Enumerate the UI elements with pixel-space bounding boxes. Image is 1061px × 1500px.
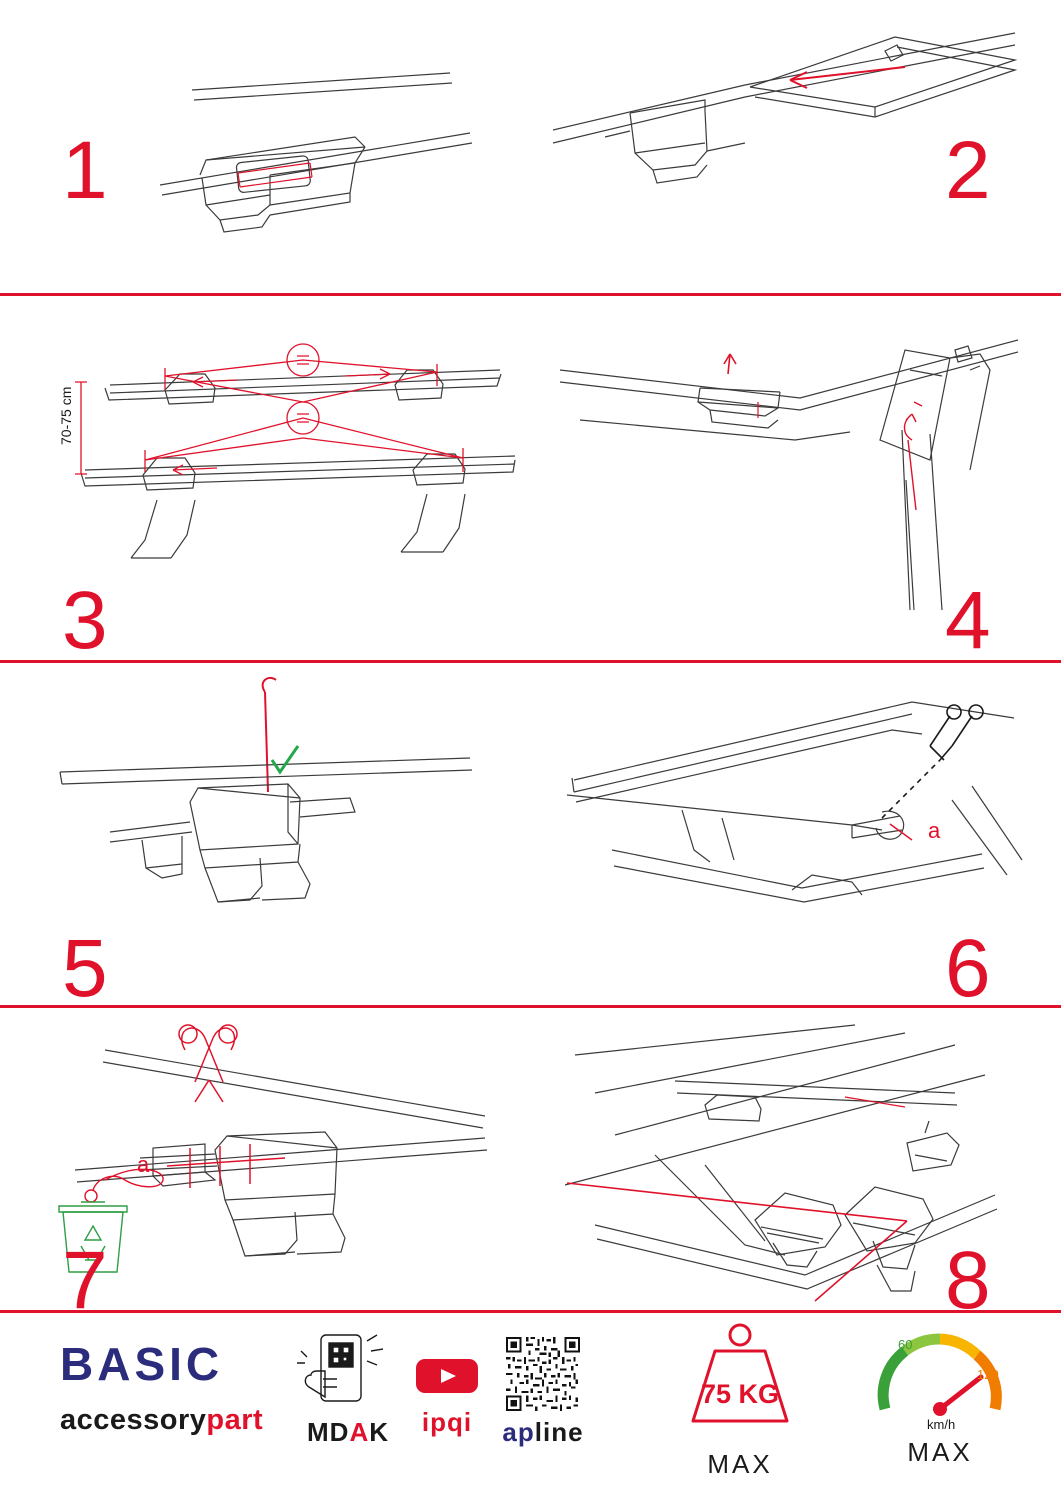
svg-text:60: 60	[898, 1337, 913, 1352]
logo-apline	[478, 1337, 608, 1448]
step-5-number: 5	[62, 923, 108, 1014]
brand-subtitle-dark: accessory	[60, 1404, 207, 1436]
divider-row-1	[0, 293, 1061, 296]
step-5-illustration	[50, 672, 480, 932]
step-7-part-label: a	[137, 1152, 150, 1177]
brand-subtitle	[60, 1404, 263, 1436]
step-8-number: 8	[945, 1235, 991, 1326]
logo-mdak-label: MDAK	[307, 1417, 389, 1447]
step-7-illustration	[45, 1020, 495, 1300]
max-speed-label: MAX	[907, 1437, 973, 1467]
step-3-number: 3	[62, 575, 108, 666]
brand-block	[60, 1340, 263, 1436]
brand-subtitle-red: part	[206, 1404, 264, 1436]
step-4-number: 4	[945, 575, 991, 666]
weight-icon	[675, 1321, 805, 1431]
step-6-part-label: a	[928, 818, 941, 843]
max-speed-block	[860, 1321, 1020, 1468]
step-2-number: 2	[945, 125, 991, 216]
logo-mdak	[288, 1331, 408, 1448]
step-3-dimension-label: 70-75 cm	[58, 386, 74, 445]
step-7-number: 7	[62, 1235, 108, 1326]
hand-phone-qr-icon	[293, 1331, 403, 1411]
step-1-number: 1	[62, 125, 108, 216]
step-6-illustration	[552, 690, 1022, 940]
step-1-illustration	[150, 55, 480, 255]
footer	[0, 1313, 1061, 1500]
divider-row-3	[0, 1005, 1061, 1008]
step-6-number: 6	[945, 923, 991, 1014]
brand-title: BASIC	[60, 1338, 224, 1390]
logo-apline-label: apline	[502, 1417, 584, 1447]
step-3-illustration	[45, 330, 535, 560]
divider-row-2	[0, 660, 1061, 663]
speed-unit-label: km/h	[927, 1417, 956, 1432]
youtube-icon	[412, 1351, 482, 1401]
qr-code-icon	[506, 1337, 580, 1411]
svg-text:120: 120	[977, 1367, 999, 1382]
logo-ipqi-label: ipqi	[421, 1407, 473, 1437]
max-load-block	[660, 1321, 820, 1480]
speedometer-icon	[865, 1321, 1015, 1433]
max-load-label: MAX	[707, 1449, 773, 1479]
max-load-value: 75 KG	[700, 1379, 780, 1409]
